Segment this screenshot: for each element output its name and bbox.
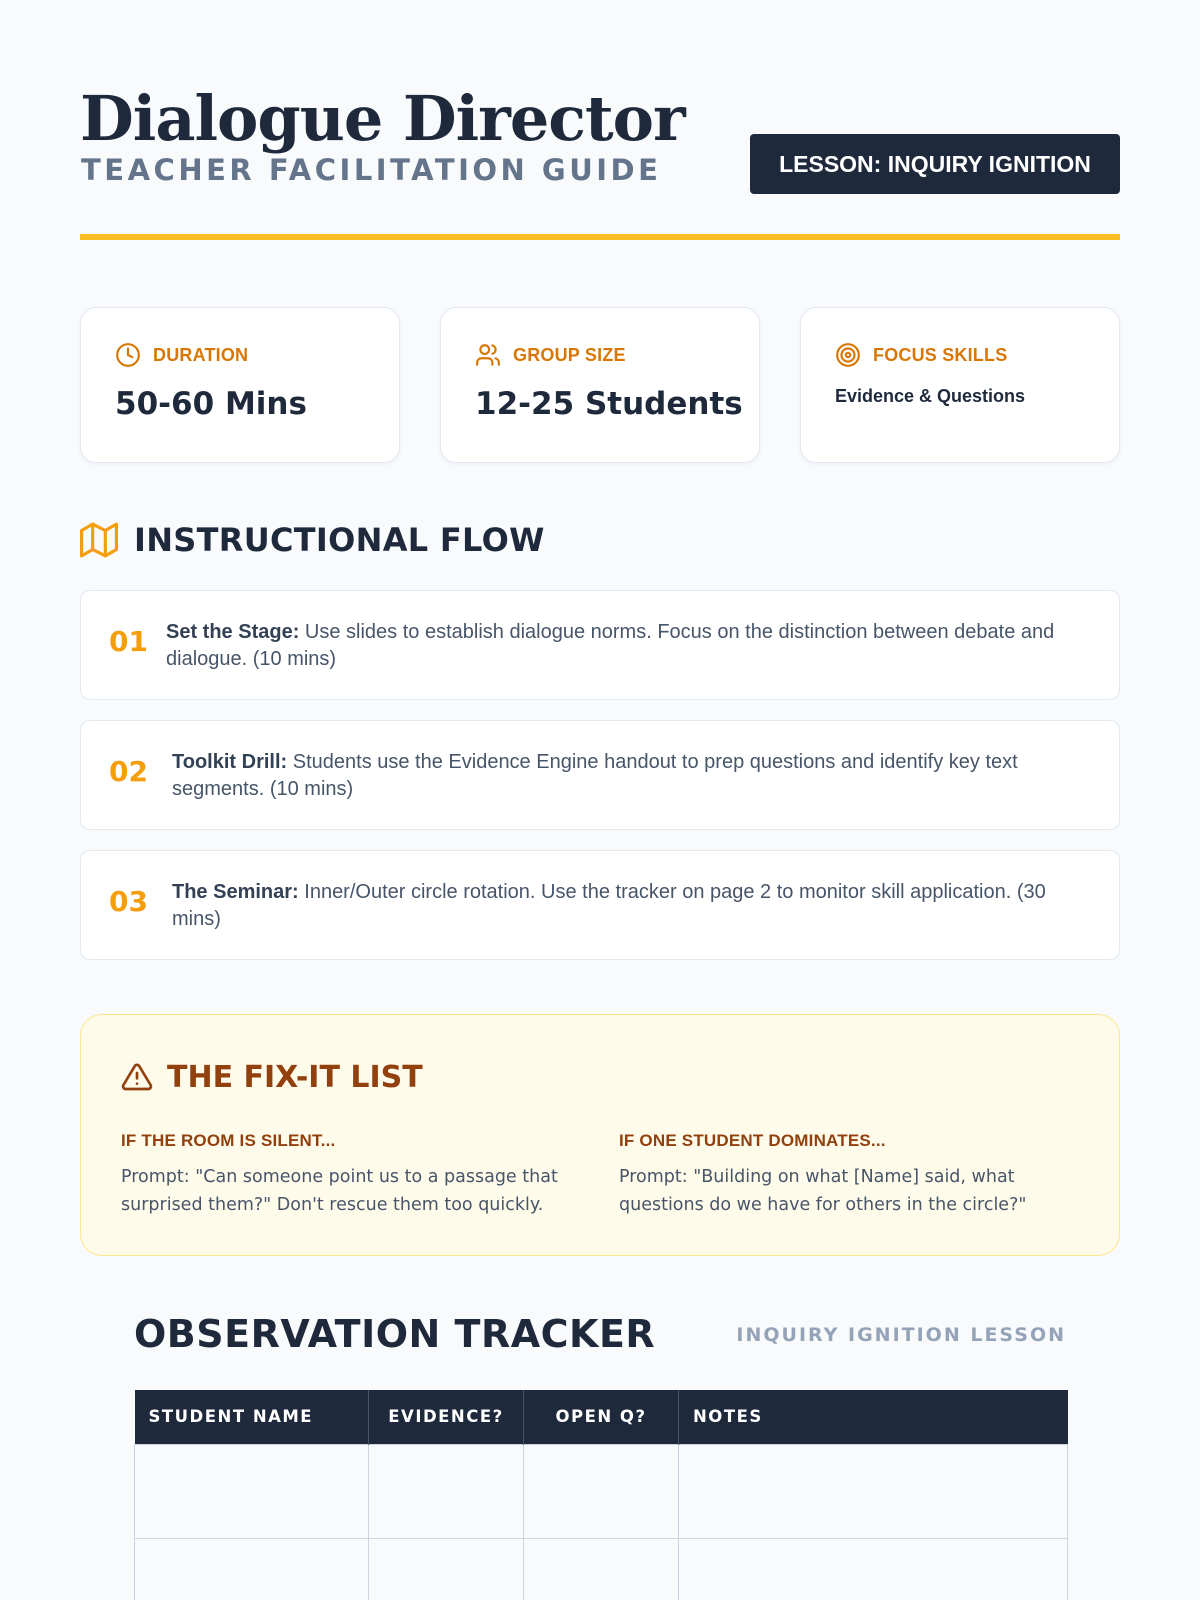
table-cell[interactable] [524,1538,679,1600]
fix-it-list [80,1014,1120,1256]
flow-steps [80,590,1120,980]
flow-step [80,850,1120,960]
stat-card-duration [80,307,400,463]
stat-label: DURATION [153,344,249,365]
map-icon [80,521,118,559]
column-header-notes: NOTES [679,1390,1068,1444]
table-cell[interactable] [369,1444,524,1538]
step-number: 02 [109,755,148,788]
stat-card-group-size [440,307,760,463]
fix-it-item [619,1131,1079,1219]
table-cell[interactable] [135,1538,369,1600]
table-cell[interactable] [524,1444,679,1538]
page-subtitle: TEACHER FACILITATION GUIDE [81,153,662,187]
table-row [135,1538,1068,1600]
section-title: INSTRUCTIONAL FLOW [134,521,545,559]
column-header-evidence: EVIDENCE? [369,1390,524,1444]
step-body: Use slides to establish dialogue norms. Focus on the distinction between debate and dialogue. (10 mins) [166,621,1055,670]
table-cell[interactable] [369,1538,524,1600]
step-text [172,749,1092,803]
fix-it-label: IF ONE STUDENT DOMINATES... [619,1131,886,1150]
flow-step [80,590,1120,700]
fix-it-label: IF THE ROOM IS SILENT... [121,1131,336,1150]
fix-it-item [121,1131,581,1219]
clock-icon [115,342,141,368]
column-header-open-q: OPEN Q? [524,1390,679,1444]
step-number: 03 [109,885,148,918]
stat-value: 50-60 Mins [115,386,307,422]
table-cell[interactable] [679,1444,1068,1538]
stat-card-focus-skills [800,307,1120,463]
step-text [166,619,1086,673]
table-row [135,1444,1068,1538]
step-text [172,879,1092,933]
tracker-title: OBSERVATION TRACKER [134,1312,656,1356]
stat-cards [80,307,1120,463]
table-header-row [135,1390,1068,1444]
lesson-badge: LESSON: INQUIRY IGNITION [750,134,1120,194]
fix-it-title: THE FIX-IT LIST [167,1059,423,1095]
step-number: 01 [109,625,148,658]
step-body: Inner/Outer circle rotation. Use the tracker on page 2 to monitor skill application. (30 mins) [172,881,1046,930]
users-icon [475,342,501,368]
table-cell[interactable] [135,1444,369,1538]
column-header-student-name: STUDENT NAME [135,1390,369,1444]
fix-it-text: Prompt: "Building on what [Name] said, what questions do we have for others in the circle?" [619,1167,1027,1215]
stat-value: Evidence & Questions [835,386,1026,406]
stat-value: 12-25 Students [475,386,743,422]
observation-tracker-table [134,1390,1068,1600]
warning-icon [121,1061,153,1093]
target-icon [835,342,861,368]
fix-it-text: Prompt: "Can someone point us to a passage that surprised them?" Don't rescue them too quickly. [121,1167,558,1215]
step-lead: Set the Stage: [166,621,300,643]
instructional-flow-heading [80,518,545,562]
tracker-subtitle: INQUIRY IGNITION LESSON [736,1324,1066,1346]
page-header [80,82,1120,240]
table-cell[interactable] [679,1538,1068,1600]
step-lead: The Seminar: [172,881,299,903]
step-body: Students use the Evidence Engine handout to prep questions and identify key text segments. (10 mins) [172,751,1018,800]
flow-step [80,720,1120,830]
page-title: Dialogue Director [80,82,685,155]
stat-label: GROUP SIZE [513,344,626,365]
step-lead: Toolkit Drill: [172,751,288,773]
stat-label: FOCUS SKILLS [873,344,1008,365]
